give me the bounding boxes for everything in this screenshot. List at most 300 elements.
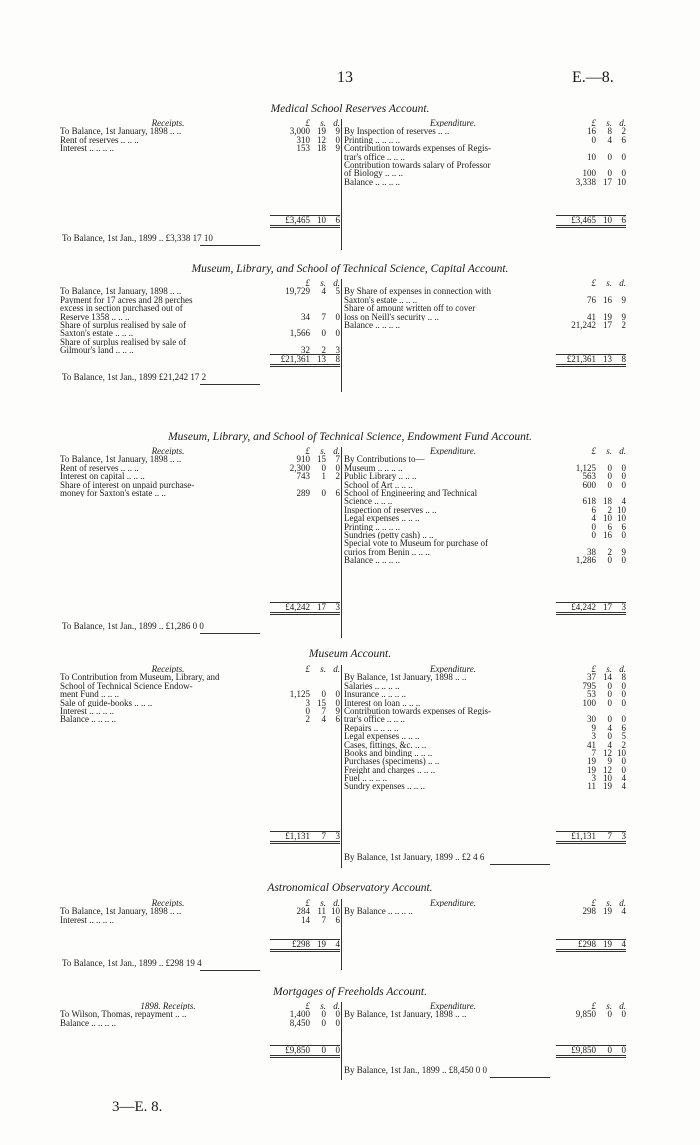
expenditure-header: Expenditure. — [430, 1002, 476, 1011]
receipts-header: Receipts. — [151, 119, 185, 128]
receipts-column — [60, 119, 340, 153]
line-amount — [276, 916, 340, 924]
pence-value: 0 — [621, 764, 626, 775]
pence-value: 10 — [617, 176, 626, 187]
expenditure-line — [344, 523, 626, 531]
shillings-value: 0 — [321, 1009, 326, 1020]
shillings-value: 18 — [317, 143, 326, 154]
account-title: Medical School Reserves Account. — [270, 103, 430, 115]
line-amount — [562, 907, 626, 915]
pounds-value: 2 — [305, 714, 310, 725]
total-pence: 6 — [335, 215, 340, 225]
total-shillings: 17 — [603, 602, 612, 612]
pounds-value: 16 — [587, 126, 596, 137]
carried-balance-note: By Balance, 1st January, 1899 .. £2 4 6 — [344, 852, 485, 862]
pounds-value: 284 — [296, 906, 310, 917]
line-label: Gilmour's land .. .. .. — [60, 346, 134, 355]
money-unit-header: £ — [305, 278, 310, 288]
line-amount — [276, 287, 340, 295]
expenditure-line — [344, 757, 626, 765]
money-unit-header: £ — [591, 278, 596, 288]
receipt-line — [60, 287, 340, 295]
shillings-value: 4 — [607, 722, 612, 733]
shillings-value: 4 — [607, 739, 612, 750]
column-divider — [341, 1002, 342, 1080]
total-pence: 3 — [621, 602, 626, 612]
expenditure-header: Expenditure. — [430, 665, 476, 674]
total-pence: 8 — [335, 354, 340, 364]
receipt-line — [60, 304, 340, 312]
line-label: Balance .. .. .. .. — [344, 177, 400, 187]
account-total — [344, 600, 626, 612]
shillings-value: 0 — [607, 714, 612, 725]
expenditure-line — [344, 682, 626, 690]
total-pounds: £9,850 — [285, 1045, 310, 1055]
money-unit-header: £ — [591, 1001, 596, 1011]
pence-value: 0 — [335, 689, 340, 700]
account-total — [60, 352, 340, 364]
shillings-value: 0 — [607, 697, 612, 708]
pence-value: 3 — [335, 345, 340, 356]
receipts-column — [60, 279, 340, 355]
shillings-value: 0 — [321, 487, 326, 498]
line-label: curios from Benin .. .. .. — [344, 547, 430, 557]
receipt-line — [60, 690, 340, 698]
shillings-value: 10 — [603, 773, 612, 784]
line-label: To Balance, 1st January, 1898 .. .. — [60, 907, 182, 916]
line-amount — [276, 472, 340, 480]
pounds-value: 38 — [587, 546, 596, 557]
pence-value: 4 — [621, 496, 626, 507]
shillings-value: 6 — [607, 521, 612, 532]
pence-value: 0 — [335, 462, 340, 473]
line-label: Rent of reserves .. .. .. — [60, 463, 139, 473]
expenditure-line — [344, 144, 626, 152]
receipts-column — [60, 665, 340, 724]
shillings-value: 19 — [603, 311, 612, 322]
receipt-line — [60, 338, 340, 346]
total-pence: 6 — [621, 215, 626, 225]
shillings-value: 19 — [603, 781, 612, 792]
pence-value: 8 — [621, 672, 626, 683]
total-shillings: 7 — [607, 831, 612, 841]
line-amount — [562, 153, 626, 161]
expenditure-line — [344, 732, 626, 740]
line-label: Share of amount written off to cover — [344, 304, 476, 313]
account-total — [344, 937, 626, 949]
receipts-header: Receipts. — [151, 899, 185, 908]
column-header — [60, 665, 340, 673]
pence-value: 9 — [621, 546, 626, 557]
total-pounds: £1,131 — [571, 831, 596, 841]
shillings-value: 4 — [321, 714, 326, 725]
line-amount — [276, 144, 340, 152]
expenditure-line — [344, 506, 626, 514]
line-label: Contribution towards expenses of Regis- — [344, 706, 491, 716]
pence-value: 6 — [621, 521, 626, 532]
line-amount — [562, 321, 626, 329]
line-label: Inspection of reserves .. .. — [344, 505, 437, 515]
pounds-value: 795 — [582, 680, 596, 691]
account-total — [60, 1043, 340, 1055]
pence-value: 2 — [335, 471, 340, 482]
total-pounds: £4,242 — [285, 602, 310, 612]
note-underline — [200, 633, 260, 634]
pence-value: 0 — [621, 479, 626, 490]
receipts-column — [60, 447, 340, 497]
expenditure-line — [344, 531, 626, 539]
line-label: Contribution towards salary of Professor — [344, 160, 491, 170]
shillings-value: 17 — [603, 319, 612, 330]
pence-value: 4 — [621, 906, 626, 917]
expenditure-line — [344, 127, 626, 135]
shillings-value: 0 — [321, 689, 326, 700]
pounds-value: 3 — [591, 731, 596, 742]
expenditure-column — [344, 279, 626, 329]
total-pounds: £298 — [292, 939, 310, 949]
line-label: loss on Neill's security .. .. — [344, 312, 439, 321]
money-unit-header: s. — [606, 278, 612, 288]
expenditure-column — [344, 447, 626, 564]
line-label: of Biology .. .. .. — [344, 169, 404, 178]
pounds-value: 19 — [587, 756, 596, 767]
pounds-value: 0 — [591, 521, 596, 532]
money-unit-header: d. — [619, 1001, 626, 1011]
shillings-value: 0 — [321, 1017, 326, 1028]
pence-value: 0 — [621, 168, 626, 179]
money-unit-header: d. — [333, 664, 340, 674]
shillings-value: 2 — [321, 345, 326, 356]
pounds-value: 8,450 — [289, 1017, 310, 1028]
shillings-value: 17 — [603, 176, 612, 187]
money-unit-header: £ — [305, 1001, 310, 1011]
line-amount — [276, 489, 340, 497]
pounds-value: 3,000 — [289, 126, 310, 137]
line-label: Interest on capital .. .. .. — [60, 472, 145, 481]
line-label: Balance .. .. .. .. — [60, 1018, 116, 1028]
line-label: By Balance, 1st January, 1898 .. .. — [344, 1010, 467, 1019]
pence-value: 0 — [335, 697, 340, 708]
receipt-line — [60, 916, 340, 924]
money-unit-header: d. — [619, 898, 626, 908]
account-total — [344, 352, 626, 364]
pounds-value: 76 — [587, 294, 596, 305]
shillings-value: 2 — [607, 546, 612, 557]
carried-balance-note: By Balance, 1st Jan., 1899 .. £8,450 0 0 — [344, 1065, 487, 1075]
account-title: Museum Account. — [308, 648, 392, 660]
pounds-value: 37 — [587, 672, 596, 683]
receipt-line — [60, 673, 340, 681]
shillings-value: 0 — [607, 731, 612, 742]
line-label: Balance .. .. .. .. — [60, 715, 116, 724]
total-pence: 4 — [621, 939, 626, 949]
pounds-value: 2,300 — [289, 462, 310, 473]
column-header — [344, 665, 626, 673]
money-unit-header: s. — [320, 446, 326, 456]
money-unit-header: d. — [333, 446, 340, 456]
pence-value: 0 — [621, 462, 626, 473]
pounds-value: 618 — [582, 496, 596, 507]
line-label: To Balance, 1st January, 1898 .. .. — [60, 287, 182, 296]
line-label: By Contributions to— — [344, 455, 425, 464]
total-pounds: £9,850 — [571, 1045, 596, 1055]
line-amount — [562, 296, 626, 304]
pounds-value: 30 — [587, 714, 596, 725]
receipt-line — [60, 707, 340, 715]
expenditure-line — [344, 741, 626, 749]
line-label: Salaries .. .. .. .. — [344, 681, 400, 691]
receipt-line — [60, 144, 340, 152]
pence-value: 9 — [335, 126, 340, 137]
pence-value: 10 — [617, 747, 626, 758]
receipts-column — [60, 1002, 340, 1027]
total-shillings: 13 — [603, 354, 612, 364]
pence-value: 9 — [335, 705, 340, 716]
total-pence: 0 — [621, 1045, 626, 1055]
receipt-line — [60, 907, 340, 915]
money-unit-header: s. — [606, 898, 612, 908]
money-unit-header: £ — [305, 118, 310, 128]
money-unit-header: s. — [320, 118, 326, 128]
line-label: ment Fund .. .. .. — [60, 690, 120, 699]
pounds-value: 34 — [301, 311, 310, 322]
line-amount — [562, 136, 626, 144]
pence-value: 6 — [621, 722, 626, 733]
pence-value: 9 — [335, 143, 340, 154]
pence-value: 0 — [621, 714, 626, 725]
line-label: To Contribution from Museum, Library, and — [60, 673, 220, 682]
pence-value: 10 — [617, 513, 626, 524]
expenditure-column — [344, 665, 626, 791]
pence-value: 0 — [335, 328, 340, 339]
pounds-value: 153 — [296, 143, 310, 154]
expenditure-line — [344, 1010, 626, 1018]
expenditure-column — [344, 899, 626, 916]
pence-value: 9 — [621, 311, 626, 322]
pounds-value: 3 — [305, 697, 310, 708]
expenditure-line — [344, 304, 626, 312]
receipt-line — [60, 489, 340, 497]
line-label: excess in section purchased out of — [60, 304, 183, 313]
shillings-value: 0 — [321, 462, 326, 473]
shillings-value: 0 — [607, 555, 612, 566]
expenditure-header: Expenditure. — [430, 899, 476, 908]
line-label: Fuel .. .. .. .. — [344, 774, 388, 783]
carried-balance-note: To Balance, 1st Jan., 1899 .. £298 19 4 — [62, 958, 202, 968]
pounds-value: 4 — [591, 513, 596, 524]
money-unit-header: d. — [333, 118, 340, 128]
money-unit-header: s. — [606, 446, 612, 456]
line-label: Balance .. .. .. .. — [344, 556, 400, 565]
expenditure-line — [344, 766, 626, 774]
note-underline — [490, 1077, 550, 1078]
total-shillings: 10 — [317, 215, 326, 225]
line-label: Legal expenses .. .. .. — [344, 514, 420, 523]
shillings-value: 0 — [607, 168, 612, 179]
account-total — [60, 829, 340, 841]
total-shillings: 17 — [317, 602, 326, 612]
line-label: Share of surplus realised by sale of — [60, 337, 186, 347]
pence-value: 0 — [621, 756, 626, 767]
expenditure-header: Expenditure. — [430, 119, 476, 128]
line-amount — [276, 1019, 340, 1027]
total-pence: 3 — [335, 831, 340, 841]
shillings-value: 19 — [603, 906, 612, 917]
receipt-line — [60, 296, 340, 304]
total-pounds: £3,465 — [571, 215, 596, 225]
note-underline — [200, 970, 260, 971]
pounds-value: 53 — [587, 689, 596, 700]
pence-value: 0 — [621, 471, 626, 482]
line-label: Saxton's estate .. .. .. — [60, 329, 134, 338]
line-amount — [562, 782, 626, 790]
money-unit-header: d. — [333, 1001, 340, 1011]
shillings-value: 7 — [321, 705, 326, 716]
receipt-line — [60, 472, 340, 480]
account-title: Mortgages of Freeholds Account. — [273, 986, 427, 998]
shillings-value: 0 — [321, 328, 326, 339]
line-amount — [276, 329, 340, 337]
total-shillings: 7 — [321, 831, 326, 841]
total-pounds: £298 — [578, 939, 596, 949]
shillings-value: 15 — [317, 697, 326, 708]
line-label: Payment for 17 acres and 28 perches — [60, 295, 193, 305]
shillings-value: 12 — [603, 747, 612, 758]
pence-value: 0 — [621, 555, 626, 566]
column-header — [344, 119, 626, 127]
receipt-line — [60, 699, 340, 707]
line-amount — [562, 699, 626, 707]
pence-value: 2 — [621, 126, 626, 137]
money-unit-header: s. — [606, 1001, 612, 1011]
account-title: Museum, Library, and School of Technical Science, Endowment Fund Account. — [168, 431, 532, 443]
pence-value: 0 — [621, 680, 626, 691]
pounds-value: 41 — [587, 311, 596, 322]
expenditure-line — [344, 321, 626, 329]
shillings-value: 0 — [607, 471, 612, 482]
pounds-value: 743 — [296, 471, 310, 482]
pence-value: 0 — [621, 1009, 626, 1020]
account-total — [344, 213, 626, 225]
total-pounds: £4,242 — [571, 602, 596, 612]
pence-value: 6 — [621, 134, 626, 145]
line-amount — [562, 531, 626, 539]
money-unit-header: d. — [333, 898, 340, 908]
money-unit-header: £ — [305, 898, 310, 908]
account-total — [60, 600, 340, 612]
line-label: Reserve 1358 .. .. .. — [60, 312, 130, 321]
money-unit-header: £ — [591, 898, 596, 908]
pounds-value: 910 — [296, 454, 310, 465]
pounds-value: 10 — [587, 151, 596, 162]
pence-value: 5 — [335, 286, 340, 297]
pounds-value: 6 — [591, 504, 596, 515]
shillings-value: 18 — [603, 496, 612, 507]
line-label: By Balance .. .. .. .. — [344, 907, 413, 916]
line-label: Sundry expenses .. .. .. — [344, 782, 425, 791]
line-label: Purchases (specimens) .. .. — [344, 757, 440, 766]
column-divider — [341, 279, 342, 392]
money-unit-header: s. — [320, 664, 326, 674]
line-label: Cases, fittings, &c. .. .. — [344, 740, 427, 749]
line-amount — [562, 481, 626, 489]
pounds-value: 19,729 — [285, 286, 310, 297]
expenditure-line — [344, 774, 626, 782]
carried-balance-note: To Balance, 1st Jan., 1899 .. £3,338 17 10 — [62, 233, 213, 243]
pounds-value: 1,286 — [575, 555, 596, 566]
money-unit-header: £ — [591, 446, 596, 456]
expenditure-header: Expenditure. — [430, 447, 476, 456]
total-pence: 3 — [335, 602, 340, 612]
line-label: Saxton's estate .. .. .. — [344, 295, 418, 305]
money-unit-header: s. — [606, 664, 612, 674]
pounds-value: 600 — [582, 479, 596, 490]
line-label: Insurance .. .. .. .. — [344, 690, 406, 699]
column-divider — [341, 447, 342, 638]
line-label: Public Library .. .. .. — [344, 472, 417, 481]
account-total — [60, 937, 340, 949]
line-label: Legal expenses .. .. .. — [344, 732, 420, 741]
line-label: To Balance, 1st January, 1898 .. .. — [60, 455, 182, 464]
line-label: Sale of guide-books .. .. .. — [60, 698, 153, 707]
column-header — [344, 447, 626, 455]
line-label: Science .. .. .. — [344, 497, 393, 506]
shillings-value: 19 — [317, 126, 326, 137]
line-label: Interest .. .. .. .. — [60, 915, 114, 925]
line-label: School of Technical Science Endow- — [60, 681, 193, 691]
expenditure-line — [344, 153, 626, 161]
pounds-value: 32 — [301, 345, 310, 356]
column-divider — [341, 119, 342, 250]
pounds-value: 0 — [591, 134, 596, 145]
shillings-value: 16 — [603, 294, 612, 305]
total-pounds: £1,131 — [285, 831, 310, 841]
pounds-value: 0 — [305, 705, 310, 716]
receipt-line — [60, 329, 340, 337]
total-pounds: £3,465 — [285, 215, 310, 225]
shillings-value: 11 — [317, 906, 326, 917]
line-label: Freight and charges .. .. .. — [344, 765, 436, 775]
line-label: Share of surplus realised by sale of — [60, 320, 186, 330]
expenditure-column — [344, 119, 626, 186]
money-unit-header: s. — [320, 898, 326, 908]
line-label: By Balance, 1st January, 1898 .. .. — [344, 673, 467, 682]
line-label: To Balance, 1st January, 1898 .. .. — [60, 127, 182, 136]
pence-value: 2 — [621, 319, 626, 330]
shillings-value: 0 — [607, 1009, 612, 1020]
line-amount — [562, 178, 626, 186]
line-label: Special vote to Museum for purchase of — [344, 539, 488, 548]
pounds-value: 1,125 — [289, 689, 310, 700]
shillings-value: 8 — [607, 126, 612, 137]
pence-value: 6 — [335, 714, 340, 725]
line-amount — [562, 1010, 626, 1018]
receipt-line — [60, 715, 340, 723]
pounds-value: 1,400 — [289, 1009, 310, 1020]
line-label: trar's office .. .. .. — [344, 152, 405, 161]
expenditure-line — [344, 287, 626, 295]
total-shillings: 10 — [603, 215, 612, 225]
receipt-line — [60, 1019, 340, 1027]
pence-value: 7 — [335, 454, 340, 465]
expenditure-line — [344, 136, 626, 144]
pounds-value: 14 — [301, 914, 310, 925]
pounds-value: 310 — [296, 134, 310, 145]
pounds-value: 9,850 — [575, 1009, 596, 1020]
line-label: Sundries (petty cash) .. .. — [344, 530, 434, 540]
pounds-value: 1,566 — [289, 328, 310, 339]
line-label: Share of interest on unpaid purchase- — [60, 480, 195, 489]
